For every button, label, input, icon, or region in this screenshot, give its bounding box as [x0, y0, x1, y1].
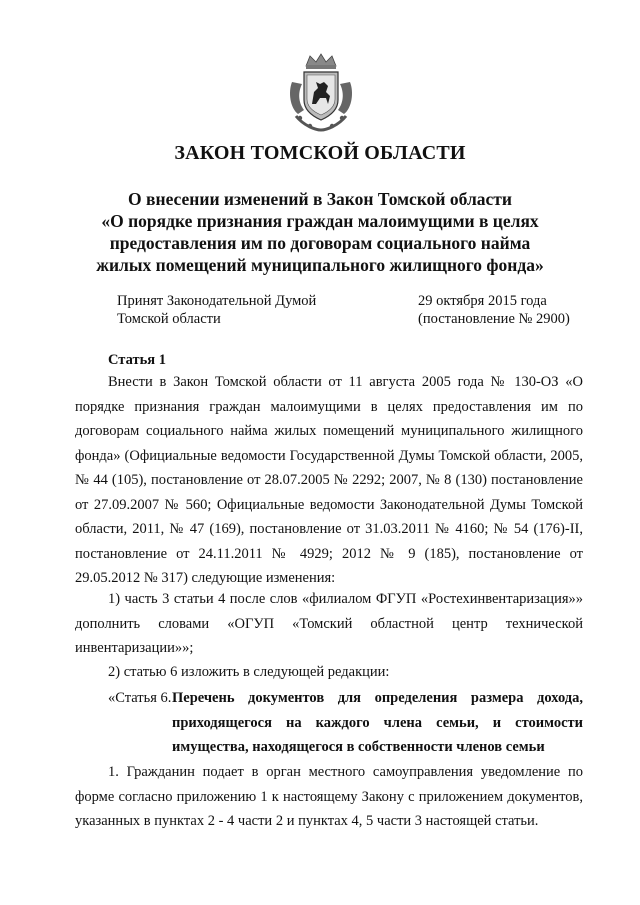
article-intro-paragraph: Внести в Закон Томской области от 11 августа 2005 года № 130-ОЗ «О порядке признания граждан малоимущими в целях предоставления им по договорам социального найма жилых помещений муниципального жилищного фонда» (Официальные ведомости Государственной Думы Томской области, 2005, № 44 (105), постановление от 28.07.2005 № 2292; 2007, № 8 (130) постановление от 27.09.2007 № 560; Официальные ведомости Законодательной Думы Томской области, 2011, № 47 (169), постановление от 31.03.2011 № 4160; № 54 (176)-II, постановление от 24.11.2011 № 4929; 2012 № 9 (185), постановление от 29.05.2012 № 317) следующие изменения:	[75, 374, 583, 586]
article6-label: «Статья 6.	[108, 690, 172, 706]
resolution-number: (постановление № 2900)	[418, 311, 570, 327]
adoption-date	[418, 292, 570, 328]
subtitle-line: «О порядке признания граждан малоимущими в целях	[101, 211, 539, 231]
adopted-by-line: Томской области	[117, 311, 221, 327]
subtitle-line: О внесении изменений в Закон Томской области	[128, 189, 512, 209]
article-heading: Статья 1	[108, 352, 166, 368]
law-title: ЗАКОН ТОМСКОЙ ОБЛАСТИ	[174, 142, 466, 164]
adoption-date-line: 29 октября 2015 года	[418, 293, 547, 309]
adopted-by	[117, 292, 316, 328]
subtitle-line: предоставления им по договорам социального найма	[109, 233, 531, 253]
subtitle-line: жилых помещений муниципального жилищного фонда»	[96, 255, 544, 275]
adopted-by-line: Принят Законодательной Думой	[117, 293, 317, 309]
tomsk-oblast-coat-of-arms-icon	[286, 52, 356, 134]
amendment-item-2: 2) статью 6 изложить в следующей редакции:	[108, 664, 390, 680]
law-subtitle	[60, 188, 580, 276]
amendment-item-1: 1) часть 3 статьи 4 после слов «филиалом ФГУП «Ростехинвентаризация»» дополнить словами «ОГУП «Томский областной центр технической инвентаризации»»;	[75, 591, 583, 656]
article6-title: Перечень документов для определения размера дохода, приходящегося на каждого члена семьи, и стоимости имущества, находящегося в собственности членов семьи	[172, 690, 583, 755]
article6-paragraph-1: 1. Гражданин подает в орган местного самоуправления уведомление по форме согласно приложению 1 к настоящему Закону с приложением документов, указанных в пунктах 2 - 4 части 2 и пунктах 4, 5 части 3 настоящей статьи.	[75, 764, 583, 829]
